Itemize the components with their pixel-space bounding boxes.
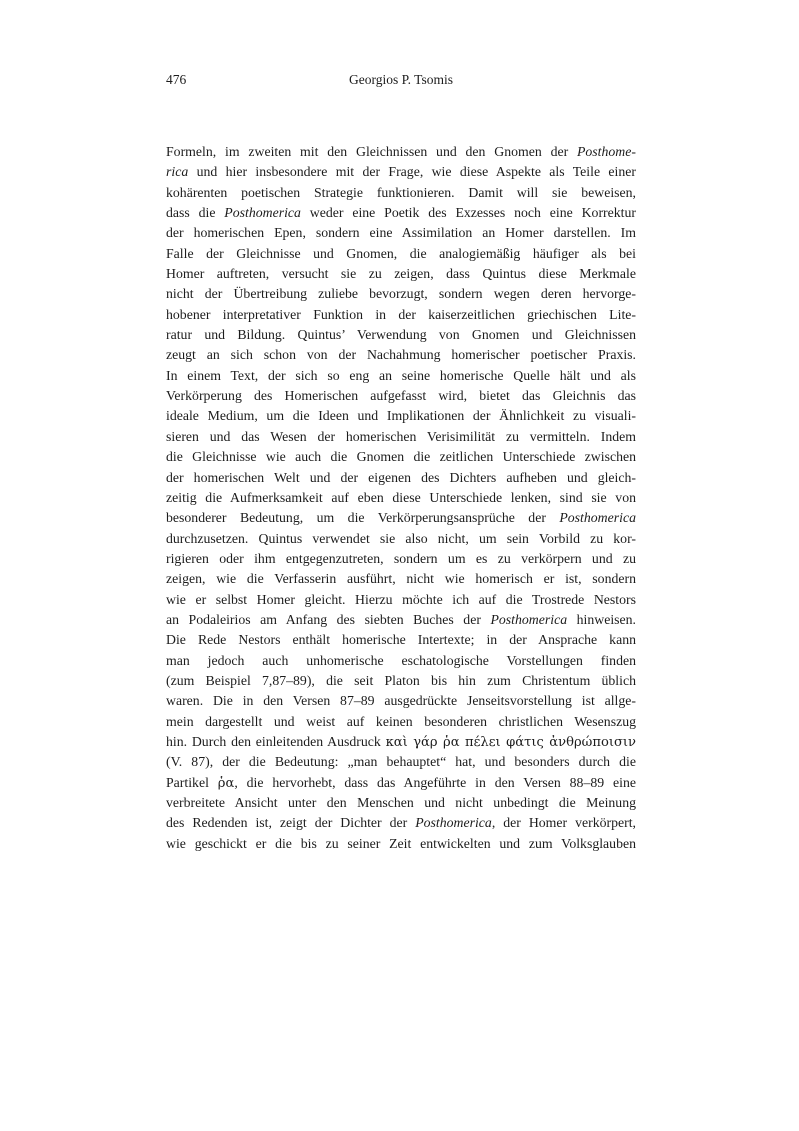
text-segment: besonderer Bedeutung, um die Verkörperungsansprüche der [166,510,560,526]
text-segment: hobener interpretativer Funktion in der kaiserzeitlichen griechischen Lite- [166,306,636,322]
text-segment: der homerischen Welt und der eigenen des Dichters aufheben und gleich- [166,469,636,485]
text-line [166,386,636,406]
page-number: 476 [166,72,187,87]
text-segment: weder eine Poetik des Exzesses noch eine Korrektur [300,205,636,221]
text-segment: dass die [166,205,225,221]
text-segment: man jedoch auch unhomerische eschatologische Vorstellungen finden [166,652,636,668]
text-line [166,569,636,589]
text-segment: , die hervorhebt, dass das Angeführte in den Versen 88–89 eine [234,774,636,790]
text-segment: durchzusetzen. Quintus verwendet sie also nicht, um sein Vorbild zu kor- [166,530,636,546]
text-line [166,183,636,203]
text-line [166,793,636,813]
text-line [166,203,636,223]
greek-text-segment: καὶ γάρ ῥα πέλει φάτις ἀνθρώποισιν [385,734,636,750]
text-line [166,345,636,365]
text-line [166,325,636,345]
text-line [166,468,636,488]
text-segment-italic: Posthomerica [559,510,636,526]
text-line [166,712,636,732]
text-segment: an Podaleirios am Anfang des siebten Buches der [166,611,491,627]
text-segment: zeitig die Aufmerksamkeit auf eben diese Unterschiede lenken, sind sie von [166,489,636,505]
text-segment: ideale Medium, um die Ideen und Implikationen der Ähnlichkeit zu visuali- [166,408,636,424]
text-segment: Falle der Gleichnisse und Gnomen, die analogiemäßig häufiger als bei [166,245,636,261]
text-line [166,305,636,325]
text-segment-italic: Posthomerica [490,611,568,627]
text-segment-italic: Posthomerica [224,205,301,221]
text-line [166,366,636,386]
text-segment: Verkörperung des Homerischen aufgefasst wird, bietet das Gleichnis das [166,388,636,404]
text-segment: mein dargestellt und weist auf keinen besonderen christlichen Wesenszug [166,713,636,729]
text-segment: nicht der Übertreibung zuliebe bevorzugt, sondern wegen deren hervorge- [166,286,636,302]
text-line [166,752,636,772]
text-segment: kohärenten poetischen Strategie funktionieren. Damit will sie beweisen, [166,184,636,200]
text-line [166,264,636,284]
text-segment: (zum Beispiel 7,87–89), die seit Platon bis hin zum Christentum üblich [166,672,636,688]
text-segment: sieren und das Wesen der homerischen Verisimilität zu vermitteln. Indem [166,428,636,444]
text-line [166,651,636,671]
text-line [166,630,636,650]
text-segment: des Redenden ist, zeigt der Dichter der [166,815,416,831]
text-line [166,610,636,630]
text-line [166,162,636,182]
text-segment: wie geschickt er die bis zu seiner Zeit entwickelten und zum Volksglauben [166,835,636,851]
text-line [166,590,636,610]
text-segment: der homerischen Epen, sondern eine Assimilation an Homer darstellen. Im [166,225,636,241]
text-segment: rigieren oder ihm entgegenzutreten, sondern um es zu verkörpern und zu [166,550,636,566]
text-line [166,529,636,549]
running-head [166,71,636,88]
text-line [166,671,636,691]
text-segment: wie er selbst Homer gleicht. Hierzu möchte ich auf die Trostrede Nestors [166,591,636,607]
text-segment: und hier insbesondere mit der Frage, wie diese Aspekte als Teile einer [188,164,636,180]
text-segment: hinweisen. [567,611,636,627]
text-line [166,142,636,162]
text-line [166,813,636,833]
text-line [166,406,636,426]
text-line [166,223,636,243]
text-segment-italic: rica [166,164,189,180]
text-segment: zeugt an sich schon von der Nachahmung homerischer poetischer Praxis. [166,347,636,363]
text-line [166,773,636,793]
text-segment: , der Homer verkörpert, [491,815,636,831]
text-segment: Formeln, im zweiten mit den Gleichnissen und den Gnomen der [166,144,577,159]
text-segment: (V. 87), der die Bedeutung: „man behauptet“ hat, und besonders durch die [166,754,636,770]
text-segment: zeigen, wie die Verfasserin ausführt, nicht wie homerisch er ist, sondern [166,571,636,587]
text-line [166,284,636,304]
text-segment-italic: Posthomerica [415,815,492,831]
text-line [166,244,636,264]
text-segment: Die Rede Nestors enthält homerische Intertexte; in der Ansprache kann [166,632,636,648]
body-text [166,142,636,854]
text-line [166,508,636,528]
text-line [166,691,636,711]
greek-text-segment: ῥα [217,775,235,791]
text-line [166,488,636,508]
text-segment: verbreitete Ansicht unter den Menschen und nicht unbedingt die Meinung [166,795,636,810]
text-line [166,834,636,854]
text-line [166,732,636,752]
text-segment: waren. Die in den Versen 87–89 ausgedrückte Jenseitsvorstellung ist allge- [166,693,636,709]
text-segment: In einem Text, der sich so eng an seine homerische Quelle hält und als [166,367,636,383]
text-segment-italic: Posthome- [576,144,636,159]
text-line [166,427,636,447]
text-segment: die Gleichnisse wie auch die Gnomen die zeitlichen Unterschiede zwischen [166,449,636,465]
text-line [166,549,636,569]
text-segment: hin. Durch den einleitenden Ausdruck [166,733,386,749]
text-segment: Homer auftreten, versucht sie zu zeigen, dass Quintus diese Merkmale [166,266,636,282]
running-head-title: Georgios P. Tsomis [349,72,453,87]
text-segment: ratur und Bildung. Quintus’ Verwendung von Gnomen und Gleichnissen [166,327,636,343]
text-segment: Partikel [166,774,218,790]
text-line [166,447,636,467]
